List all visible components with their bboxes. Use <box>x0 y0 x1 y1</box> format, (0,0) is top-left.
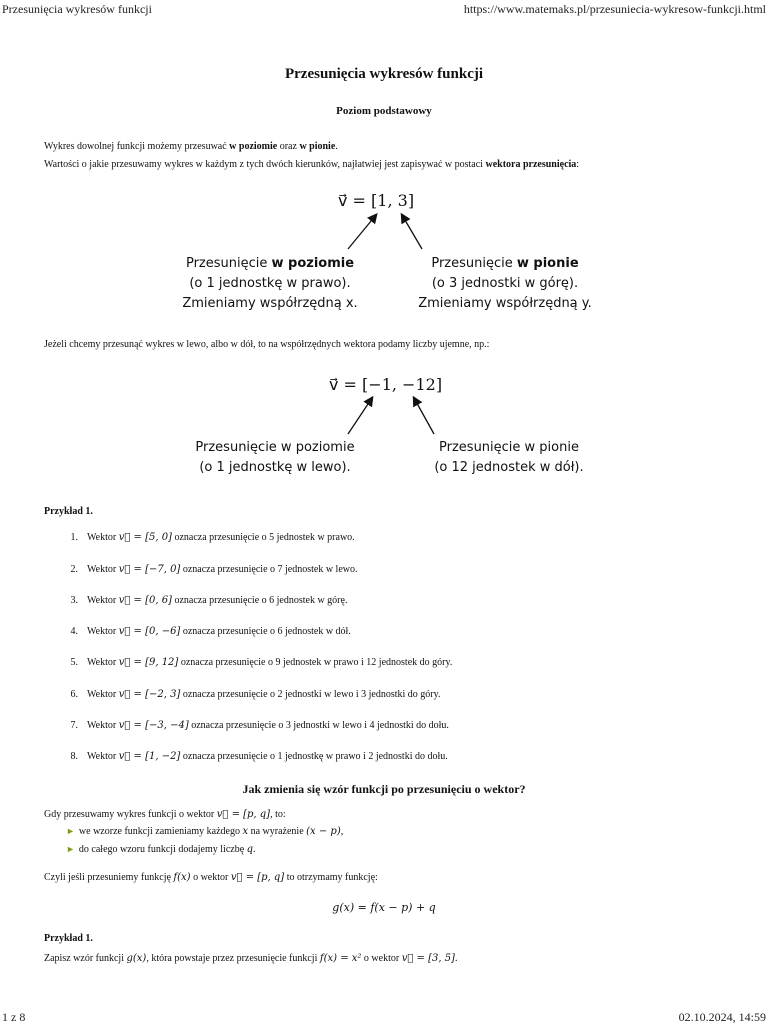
negative-values-text: Jeżeli chcemy przesunąć wykres w lewo, albo w dół, to na współrzędnych wektora podamy liczby ujemne, np.: <box>44 339 490 350</box>
triangle-bullet-icon: ► <box>66 826 75 836</box>
shift-formula: g(x) = f(x − p) + q <box>332 901 436 914</box>
intro-line-2: Wartości o jakie przesuwamy wykres w każdym z tych dwóch kierunków, najłatwiej jest zapisywać w postaci wektora przesunięcia: <box>44 159 580 170</box>
label-horizontal-shift: Przesunięcie w poziomie (o 1 jednostkę w prawo). Zmieniamy współrzędną x. <box>182 256 358 311</box>
arrows-2 <box>330 390 460 440</box>
print-datetime: 02.10.2024, 14:59 <box>678 1010 766 1024</box>
list-item: 1. Wektor v⃗ = [5, 0] oznacza przesunięcie o 5 jednostek w prawo. <box>70 532 355 543</box>
vector-formula-1: v⃗ = [1, 3] <box>338 191 415 210</box>
list-item: 4. Wektor v⃗ = [0, −6] oznacza przesunięcie o 6 jednostek w dół. <box>70 626 351 637</box>
arrow-left <box>348 215 376 249</box>
intro-line-1: Wykres dowolnej funkcji możemy przesuwać w poziomie oraz w pionie. <box>44 141 338 152</box>
example-2-task: Zapisz wzór funkcji g(x), która powstaje przez przesunięcie funkcji f(x) = x² o wektor v⃗ = [3, 5]. <box>44 953 458 964</box>
bullet-2: ► do całego wzoru funkcji dodajemy liczbę q. <box>66 844 256 855</box>
example-2-title: Przykład 1. <box>44 933 93 944</box>
level-subtitle: Poziom podstawowy <box>336 105 432 117</box>
list-item: 2. Wektor v⃗ = [−7, 0] oznacza przesunięcie o 7 jednostek w lewo. <box>70 564 358 575</box>
list-item: 6. Wektor v⃗ = [−2, 3] oznacza przesunięcie o 2 jednostki w lewo i 3 jednostki do góry. <box>70 689 441 700</box>
section-2-heading: Jak zmienia się wzór funkcji po przesunięciu o wektor? <box>242 782 526 796</box>
list-item: 7. Wektor v⃗ = [−3, −4] oznacza przesunięcie o 3 jednostki w lewo i 4 jednostki do dołu. <box>70 720 449 731</box>
page-title: Przesunięcia wykresów funkcji <box>284 66 484 82</box>
list-item: 5. Wektor v⃗ = [9, 12] oznacza przesunięcie o 9 jednostek w prawo i 12 jednostek do góry. <box>70 657 453 668</box>
label-vertical-shift: Przesunięcie w pionie (o 3 jednostki w górę). Zmieniamy współrzędną y. <box>418 256 592 311</box>
example-1-title: Przykład 1. <box>44 506 93 517</box>
triangle-bullet-icon: ► <box>66 844 75 854</box>
arrow-left <box>348 398 372 434</box>
arrows-1 <box>330 205 440 255</box>
page-number: 1 z 8 <box>2 1010 26 1024</box>
s2-paragraph-2: Czyli jeśli przesuniemy funkcję f(x) o wektor v⃗ = [p, q] to otrzymamy funkcję: <box>44 872 378 883</box>
label-left-shift: Przesunięcie w poziomie (o 1 jednostkę w lewo). <box>195 440 355 475</box>
vector-formula-2: v⃗ = [−1, −12] <box>329 375 443 394</box>
list-item: 3. Wektor v⃗ = [0, 6] oznacza przesunięcie o 6 jednostek w górę. <box>70 595 348 606</box>
arrow-right <box>414 398 434 434</box>
arrow-right <box>402 215 422 249</box>
tab-title: Przesunięcia wykresów funkcji <box>2 2 152 16</box>
label-down-shift: Przesunięcie w pionie (o 12 jednostek w dół). <box>434 440 584 475</box>
list-item: 8. Wektor v⃗ = [1, −2] oznacza przesunięcie o 1 jednostkę w prawo i 2 jednostki do dołu. <box>70 751 448 762</box>
bullet-1: ► we wzorze funkcji zamieniamy każdego x na wyrażenie (x − p), <box>66 826 344 837</box>
page-url[interactable]: https://www.matemaks.pl/przesuniecia-wykresow-funkcji.html <box>463 2 766 16</box>
s2-paragraph-1: Gdy przesuwamy wykres funkcji o wektor v⃗ = [p, q], to: <box>44 809 286 820</box>
